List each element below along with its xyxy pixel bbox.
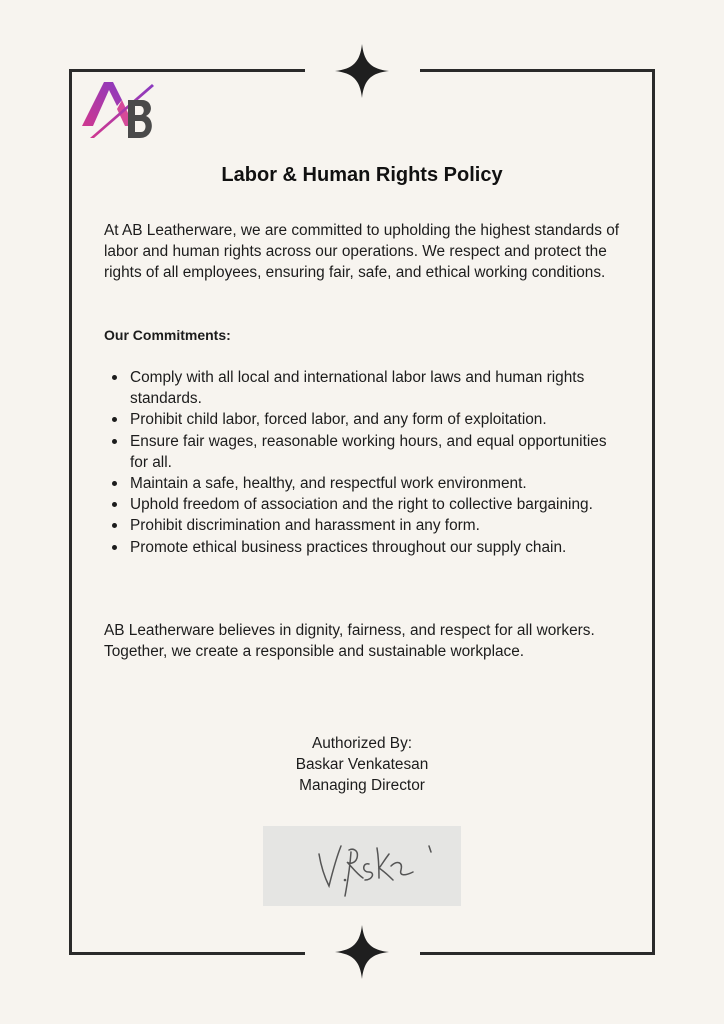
- intro-paragraph: At AB Leatherware, we are committed to upholding the highest standards of labor and human rights across our operations. We respect and protect the rights of all employees, ensuring fair, safe, and ethical working conditions.: [104, 222, 620, 282]
- list-item-text: Uphold freedom of association and the right to collective bargaining.: [130, 496, 593, 514]
- list-item-text: Comply with all local and international labor laws and human rights standards.: [130, 369, 585, 408]
- page-title: Labor & Human Rights Policy: [221, 164, 503, 186]
- signatory-name: Baskar Venkatesan: [295, 756, 429, 774]
- star-bottom-icon: [335, 925, 389, 979]
- signature-image: [263, 826, 461, 906]
- signatory-role: Managing Director: [299, 777, 425, 795]
- frame-top-left: [69, 69, 305, 72]
- list-item: [104, 515, 624, 536]
- list-item-text: Promote ethical business practices throughout our supply chain.: [130, 538, 567, 556]
- list-item: [104, 367, 624, 409]
- bullet-icon: [112, 481, 117, 486]
- frame-right: [652, 69, 655, 955]
- list-item-text: Prohibit child labor, forced labor, and any form of exploitation.: [130, 411, 547, 429]
- closing-paragraph: AB Leatherware believes in dignity, fairness, and respect for all workers. Together, we create a responsible and sustainable workplace.: [104, 622, 595, 661]
- frame-top-right: [420, 69, 655, 72]
- commitments-list: [104, 367, 624, 558]
- commitments-heading: Our Commitments:: [104, 327, 231, 343]
- bullet-icon: [112, 502, 117, 507]
- list-item: [104, 473, 624, 494]
- authorization-block: [212, 733, 512, 797]
- list-item: [104, 537, 624, 558]
- star-top-icon: [335, 44, 389, 98]
- authorized-by-label: Authorized By:: [311, 735, 413, 752]
- bullet-icon: [112, 439, 117, 444]
- list-item-text: Prohibit discrimination and harassment in any form.: [130, 517, 480, 535]
- bullet-icon: [112, 523, 117, 528]
- bullet-icon: [112, 375, 117, 380]
- frame-bottom-right: [420, 952, 655, 955]
- frame-bottom-left: [69, 952, 305, 955]
- list-item: [104, 409, 624, 430]
- bullet-icon: [112, 545, 117, 550]
- company-logo: [80, 76, 158, 144]
- list-item-text: Maintain a safe, healthy, and respectful work environment.: [130, 475, 527, 493]
- list-item-text: Ensure fair wages, reasonable working hours, and equal opportunities for all.: [130, 432, 607, 471]
- list-item: [104, 494, 624, 515]
- frame-left: [69, 69, 72, 955]
- bullet-icon: [112, 417, 117, 422]
- list-item: [104, 431, 624, 473]
